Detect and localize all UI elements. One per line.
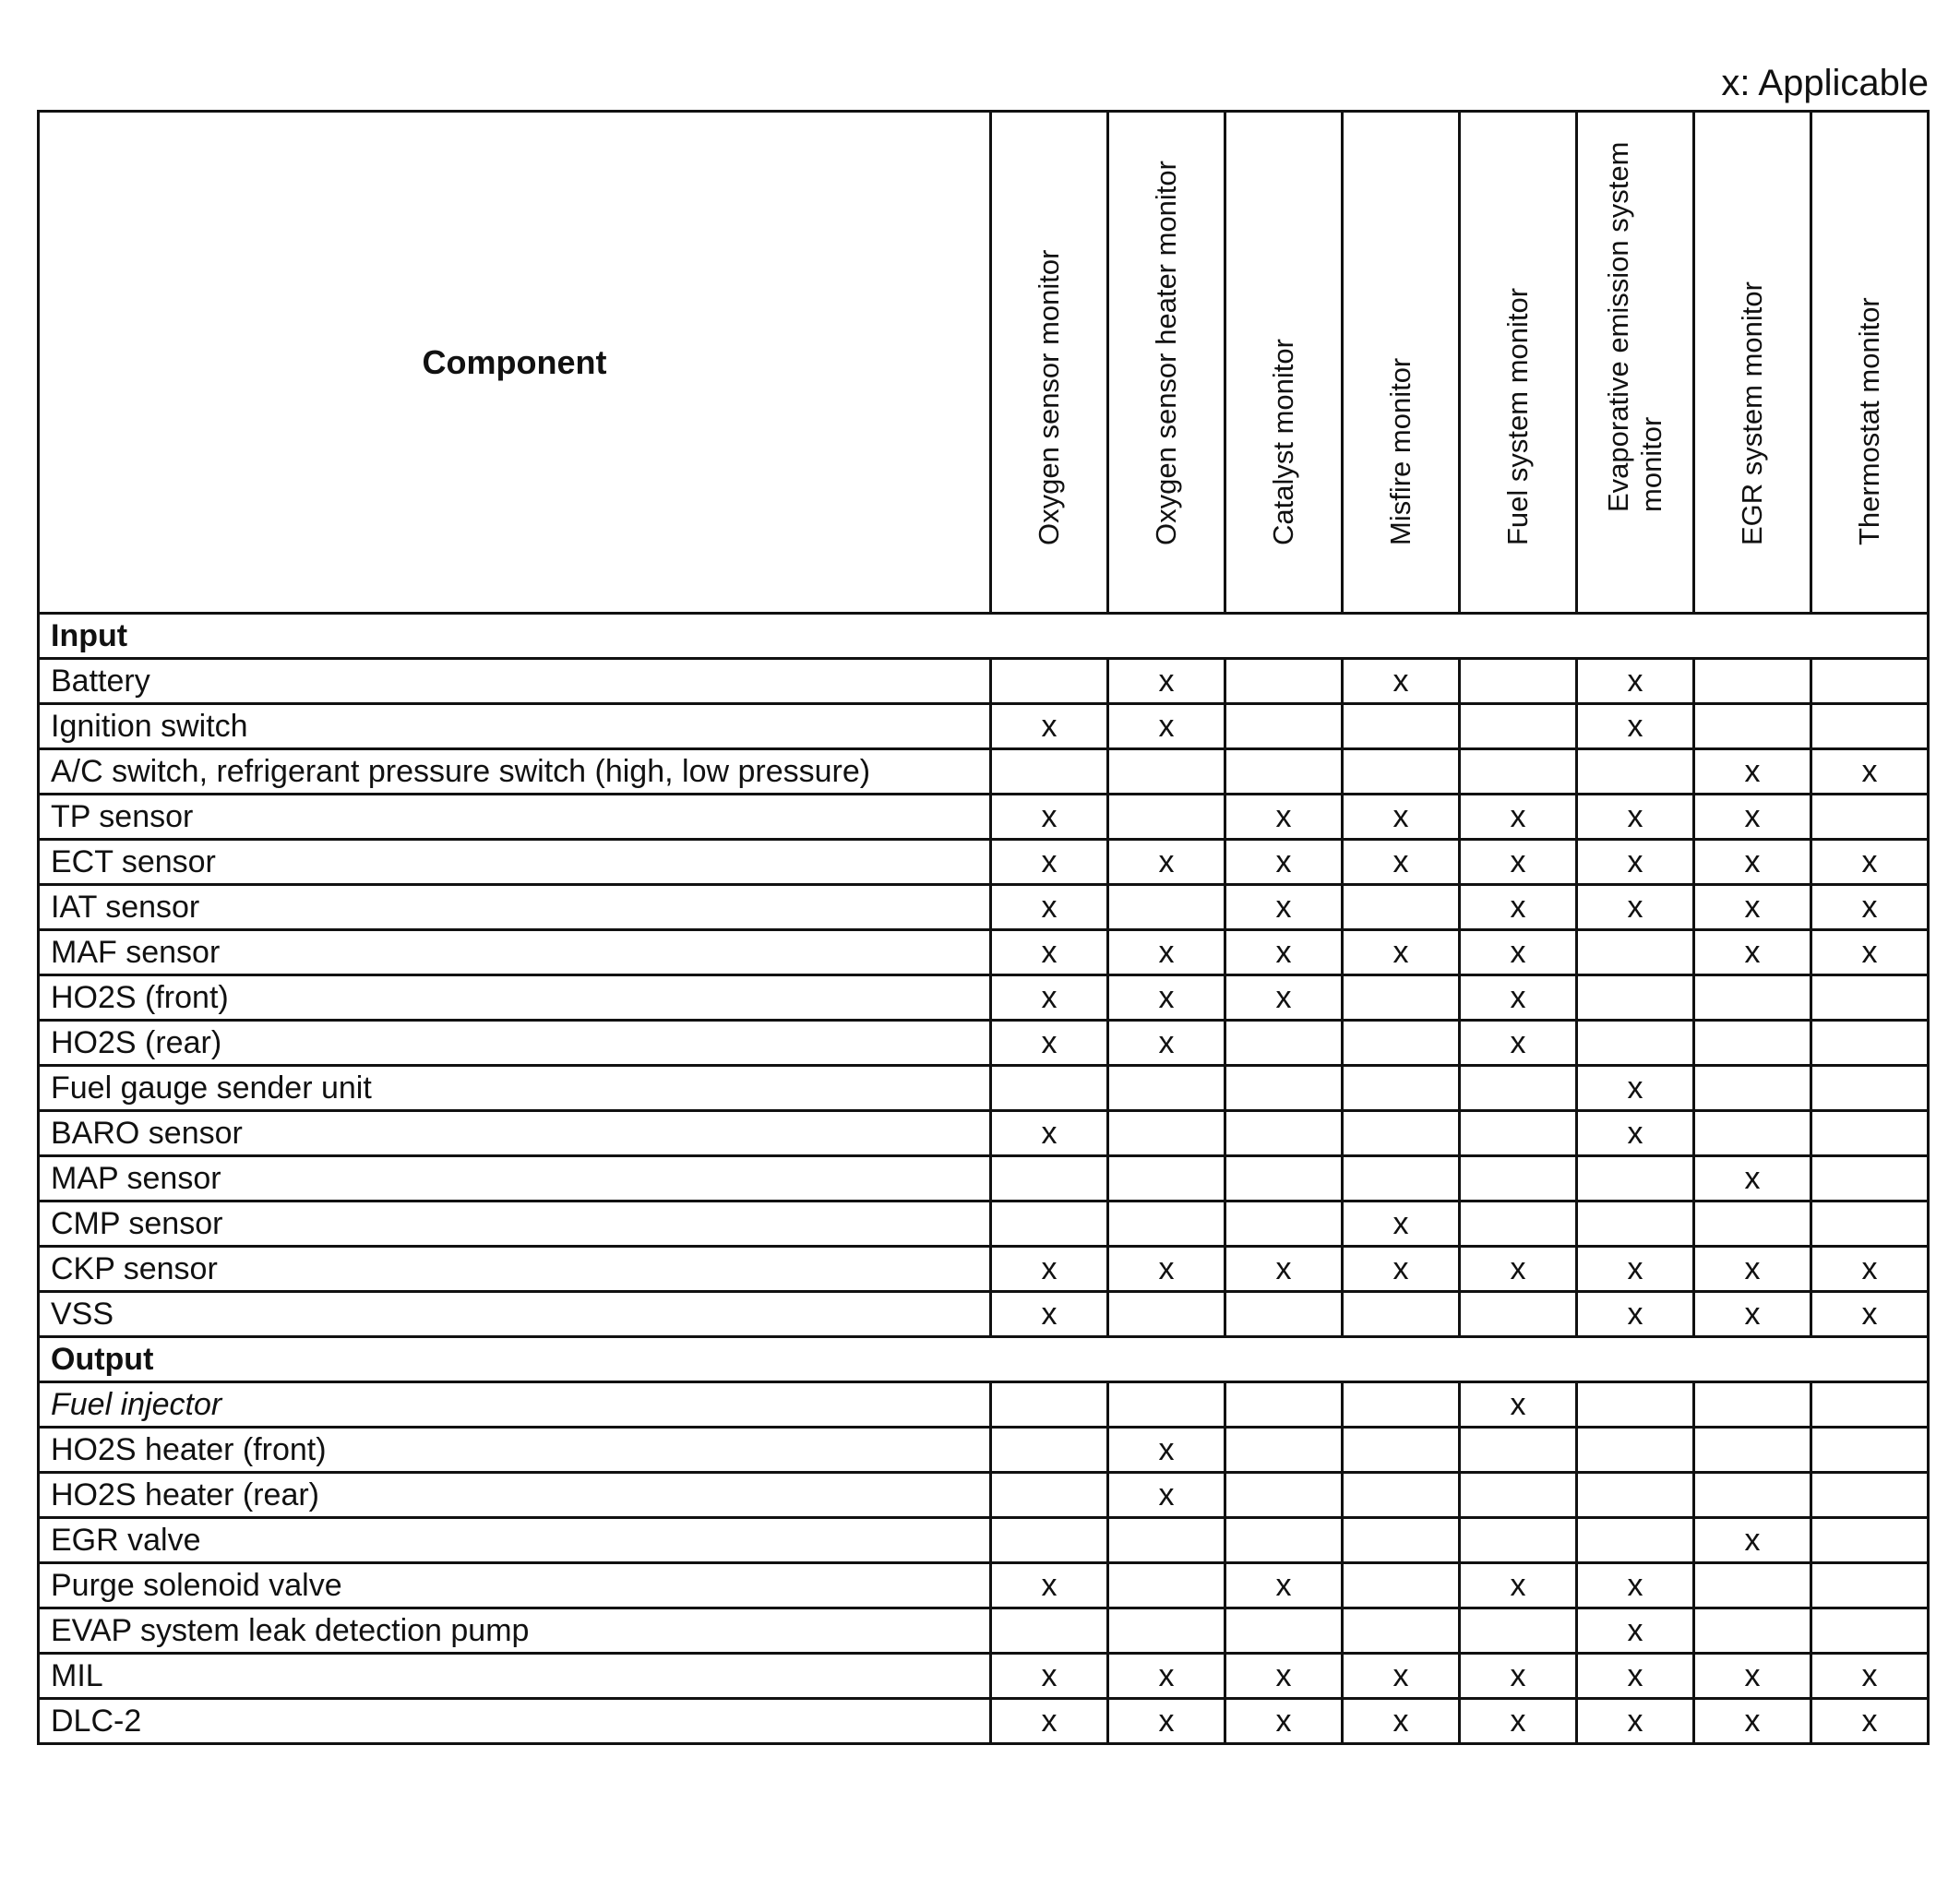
applicability-cell [1225, 1202, 1343, 1247]
applicability-cell [1225, 1473, 1343, 1518]
applicable-mark: x [1108, 1654, 1225, 1699]
section-row [39, 614, 1929, 659]
component-name: Fuel injector [39, 1382, 991, 1428]
applicability-cell [1694, 1428, 1811, 1473]
applicability-cell [991, 1608, 1108, 1654]
applicable-mark: x [1460, 975, 1577, 1021]
applicability-cell [1225, 1066, 1343, 1111]
component-name: EGR valve [39, 1518, 991, 1563]
table-header [39, 112, 1929, 614]
applicable-mark: x [991, 1699, 1108, 1744]
applicability-cell [1343, 1518, 1460, 1563]
component-name: A/C switch, refrigerant pressure switch (high, low pressure) [39, 749, 991, 795]
applicable-mark: x [1811, 885, 1929, 930]
applicability-cell [1108, 1156, 1225, 1202]
applicability-cell [1108, 1066, 1225, 1111]
component-name: HO2S heater (rear) [39, 1473, 991, 1518]
applicable-mark: x [991, 930, 1108, 975]
applicability-cell [1811, 1428, 1929, 1473]
applicability-cell [1577, 1202, 1694, 1247]
applicable-mark: x [1577, 1292, 1694, 1337]
component-name: CKP sensor [39, 1247, 991, 1292]
applicability-cell [991, 659, 1108, 704]
component-name: VSS [39, 1292, 991, 1337]
applicable-mark: x [991, 975, 1108, 1021]
applicable-mark: x [1225, 1563, 1343, 1608]
applicable-mark: x [1225, 975, 1343, 1021]
component-name: HO2S (front) [39, 975, 991, 1021]
applicability-cell [1343, 1608, 1460, 1654]
applicable-mark: x [1460, 1247, 1577, 1292]
component-name: DLC-2 [39, 1699, 991, 1744]
applicability-cell [1811, 704, 1929, 749]
applicability-cell [1108, 1202, 1225, 1247]
applicable-mark: x [1343, 1247, 1460, 1292]
applicable-mark: x [1811, 1699, 1929, 1744]
table-row [39, 1066, 1929, 1111]
component-name: HO2S heater (front) [39, 1428, 991, 1473]
applicability-cell [1460, 1428, 1577, 1473]
applicable-mark: x [1577, 659, 1694, 704]
applicability-cell [1108, 1518, 1225, 1563]
applicability-cell [1577, 1156, 1694, 1202]
table-row [39, 1608, 1929, 1654]
table-row [39, 1202, 1929, 1247]
applicability-cell [1460, 1156, 1577, 1202]
applicability-cell [1811, 1563, 1929, 1608]
monitor-column-label: Fuel system monitor [1501, 287, 1534, 545]
applicable-mark: x [1225, 1247, 1343, 1292]
applicable-mark: x [1225, 840, 1343, 885]
applicable-mark: x [1577, 1111, 1694, 1156]
applicable-mark: x [1694, 1292, 1811, 1337]
applicability-cell [1694, 1382, 1811, 1428]
applicability-cell [1694, 1563, 1811, 1608]
applicability-cell [1694, 975, 1811, 1021]
applicable-mark: x [1460, 1563, 1577, 1608]
monitor-column-label: Oxygen sensor heater monitor [1150, 161, 1182, 545]
applicability-cell [1225, 1111, 1343, 1156]
monitor-column-header [1225, 112, 1343, 614]
applicability-cell [1694, 1111, 1811, 1156]
applicability-cell [1460, 659, 1577, 704]
applicability-cell [1577, 1428, 1694, 1473]
applicable-mark: x [1694, 1654, 1811, 1699]
applicable-mark: x [1460, 930, 1577, 975]
applicability-cell [1811, 975, 1929, 1021]
section-title: Output [39, 1337, 1929, 1382]
applicable-mark: x [1108, 704, 1225, 749]
applicable-mark: x [1225, 930, 1343, 975]
applicability-cell [991, 1156, 1108, 1202]
applicability-cell [1343, 1563, 1460, 1608]
applicable-mark: x [1108, 840, 1225, 885]
component-name: IAT sensor [39, 885, 991, 930]
table-row [39, 1428, 1929, 1473]
monitor-column-label: EGR system monitor [1736, 281, 1768, 545]
applicable-mark: x [1343, 930, 1460, 975]
applicable-mark: x [1577, 1608, 1694, 1654]
applicability-cell [1694, 1021, 1811, 1066]
applicability-cell [1108, 1563, 1225, 1608]
applicable-mark: x [1460, 840, 1577, 885]
applicable-mark: x [1108, 1247, 1225, 1292]
applicability-cell [1225, 659, 1343, 704]
monitor-column-header [1460, 112, 1577, 614]
applicability-cell [1460, 1473, 1577, 1518]
table-row [39, 840, 1929, 885]
applicable-mark: x [1108, 975, 1225, 1021]
applicable-mark: x [991, 704, 1108, 749]
applicable-mark: x [1108, 1699, 1225, 1744]
applicable-mark: x [991, 885, 1108, 930]
applicability-cell [991, 749, 1108, 795]
applicability-cell [1343, 1473, 1460, 1518]
applicability-cell [1108, 1111, 1225, 1156]
monitor-column-header [991, 112, 1108, 614]
table-body [39, 614, 1929, 1744]
section-title: Input [39, 614, 1929, 659]
applicable-mark: x [1811, 1654, 1929, 1699]
monitor-column-label: Catalyst monitor [1267, 339, 1299, 545]
applicability-cell [1225, 1518, 1343, 1563]
applicability-cell [1811, 1111, 1929, 1156]
component-name: HO2S (rear) [39, 1021, 991, 1066]
applicability-cell [1577, 930, 1694, 975]
applicability-cell [1811, 1382, 1929, 1428]
applicable-mark: x [1694, 749, 1811, 795]
monitor-applicability-table [37, 110, 1930, 1745]
section-row [39, 1337, 1929, 1382]
applicable-mark: x [1460, 885, 1577, 930]
applicability-cell [1460, 1608, 1577, 1654]
applicability-cell [1108, 885, 1225, 930]
applicability-cell [1225, 1428, 1343, 1473]
component-name: ECT sensor [39, 840, 991, 885]
applicable-mark: x [1694, 1699, 1811, 1744]
applicable-mark: x [1343, 1202, 1460, 1247]
applicable-mark: x [1343, 840, 1460, 885]
table-row [39, 1563, 1929, 1608]
table-row [39, 1021, 1929, 1066]
applicability-cell [1694, 704, 1811, 749]
table-row [39, 704, 1929, 749]
applicable-mark: x [1343, 1699, 1460, 1744]
component-name: Fuel gauge sender unit [39, 1066, 991, 1111]
component-name: EVAP system leak detection pump [39, 1608, 991, 1654]
applicable-mark: x [1225, 885, 1343, 930]
applicable-mark: x [1108, 1021, 1225, 1066]
table-row [39, 1654, 1929, 1699]
applicability-cell [1343, 1156, 1460, 1202]
applicability-cell [1460, 1111, 1577, 1156]
applicable-mark: x [1577, 1654, 1694, 1699]
applicable-mark: x [1694, 1518, 1811, 1563]
applicability-cell [1460, 1066, 1577, 1111]
applicable-mark: x [991, 1247, 1108, 1292]
applicability-cell [1811, 1473, 1929, 1518]
table-row [39, 795, 1929, 840]
applicability-cell [1694, 659, 1811, 704]
monitor-column-header [1108, 112, 1225, 614]
monitor-column-header [1343, 112, 1460, 614]
applicable-mark: x [1108, 1428, 1225, 1473]
applicable-mark: x [1694, 795, 1811, 840]
applicability-cell [1108, 1608, 1225, 1654]
applicability-cell [1460, 1202, 1577, 1247]
applicability-cell [1811, 795, 1929, 840]
applicable-mark: x [1694, 885, 1811, 930]
applicability-cell [1225, 1021, 1343, 1066]
applicability-cell [1577, 1382, 1694, 1428]
applicable-mark: x [1108, 930, 1225, 975]
component-column-header: Component [39, 112, 991, 614]
applicability-cell [1343, 749, 1460, 795]
applicable-mark: x [1577, 795, 1694, 840]
applicable-mark: x [991, 1111, 1108, 1156]
table-row [39, 1382, 1929, 1428]
component-name: Ignition switch [39, 704, 991, 749]
applicable-mark: x [991, 1654, 1108, 1699]
applicable-mark: x [1343, 1654, 1460, 1699]
applicability-cell [1343, 1111, 1460, 1156]
applicability-cell [1108, 749, 1225, 795]
applicability-cell [1577, 975, 1694, 1021]
applicability-cell [1577, 1473, 1694, 1518]
table-row [39, 975, 1929, 1021]
monitor-column-label: Thermostat monitor [1853, 297, 1885, 545]
applicability-cell [991, 1202, 1108, 1247]
component-name: TP sensor [39, 795, 991, 840]
applicability-cell [1811, 1202, 1929, 1247]
applicable-mark: x [1108, 1473, 1225, 1518]
applicable-mark: x [1108, 659, 1225, 704]
applicable-mark: x [1811, 930, 1929, 975]
applicability-cell [1343, 1021, 1460, 1066]
component-name: MAF sensor [39, 930, 991, 975]
applicability-cell [1811, 1021, 1929, 1066]
applicability-cell [1225, 1156, 1343, 1202]
applicability-cell [1460, 1518, 1577, 1563]
applicability-cell [1811, 659, 1929, 704]
applicability-cell [1343, 1066, 1460, 1111]
applicability-cell [1225, 1292, 1343, 1337]
monitor-column-header [1811, 112, 1929, 614]
applicability-cell [1343, 1428, 1460, 1473]
applicable-mark: x [1343, 795, 1460, 840]
applicability-cell [1343, 1382, 1460, 1428]
applicability-cell [1343, 704, 1460, 749]
applicable-mark: x [1811, 1247, 1929, 1292]
table-row [39, 1473, 1929, 1518]
applicable-mark: x [1811, 1292, 1929, 1337]
applicability-cell [1577, 1518, 1694, 1563]
applicability-cell [1577, 1021, 1694, 1066]
monitor-column-label: Misfire monitor [1384, 357, 1416, 545]
applicability-cell [1225, 1382, 1343, 1428]
component-name: BARO sensor [39, 1111, 991, 1156]
applicability-cell [1460, 1292, 1577, 1337]
component-name: MIL [39, 1654, 991, 1699]
applicability-cell [1225, 1608, 1343, 1654]
monitor-column-label: Evaporative emission system monitor [1602, 141, 1667, 512]
applicability-cell [991, 1428, 1108, 1473]
applicability-cell [1811, 1518, 1929, 1563]
applicability-cell [1225, 749, 1343, 795]
applicable-mark: x [1460, 1382, 1577, 1428]
applicability-cell [1811, 1156, 1929, 1202]
applicable-mark: x [1694, 1156, 1811, 1202]
applicable-mark: x [1577, 1699, 1694, 1744]
applicability-cell [991, 1518, 1108, 1563]
applicable-mark: x [1577, 840, 1694, 885]
monitor-column-label: Oxygen sensor monitor [1033, 249, 1065, 545]
applicability-cell [1694, 1066, 1811, 1111]
applicable-mark: x [1225, 1654, 1343, 1699]
applicability-cell [1343, 885, 1460, 930]
applicable-mark: x [1460, 1654, 1577, 1699]
table-row [39, 930, 1929, 975]
table-row [39, 1518, 1929, 1563]
applicability-cell [1811, 1066, 1929, 1111]
applicability-cell [1343, 975, 1460, 1021]
table-row [39, 1292, 1929, 1337]
table-row [39, 1156, 1929, 1202]
applicability-cell [1343, 1292, 1460, 1337]
applicability-cell [1108, 1382, 1225, 1428]
applicable-mark: x [1577, 1066, 1694, 1111]
applicability-cell [1225, 704, 1343, 749]
applicability-cell [991, 1066, 1108, 1111]
table-row [39, 885, 1929, 930]
applicability-cell [1811, 1608, 1929, 1654]
applicable-mark: x [1577, 1247, 1694, 1292]
applicable-mark: x [1694, 840, 1811, 885]
applicable-mark: x [1460, 1699, 1577, 1744]
applicable-mark: x [991, 840, 1108, 885]
component-name: Purge solenoid valve [39, 1563, 991, 1608]
monitor-column-header [1577, 112, 1694, 614]
applicable-mark: x [1225, 795, 1343, 840]
applicable-mark: x [1460, 1021, 1577, 1066]
applicable-mark: x [1460, 795, 1577, 840]
applicable-mark: x [991, 1292, 1108, 1337]
applicable-mark: x [1694, 930, 1811, 975]
applicable-mark: x [991, 795, 1108, 840]
applicable-mark: x [1694, 1247, 1811, 1292]
component-name: CMP sensor [39, 1202, 991, 1247]
table-row [39, 1699, 1929, 1744]
header-row [39, 112, 1929, 614]
legend-note: x: Applicable [1721, 63, 1929, 103]
applicable-mark: x [1811, 749, 1929, 795]
table-row [39, 1247, 1929, 1292]
applicable-mark: x [991, 1563, 1108, 1608]
monitor-column-header [1694, 112, 1811, 614]
applicability-cell [991, 1473, 1108, 1518]
applicability-cell [1460, 749, 1577, 795]
applicability-cell [1577, 749, 1694, 795]
applicable-mark: x [1811, 840, 1929, 885]
applicable-mark: x [1577, 885, 1694, 930]
applicability-cell [1108, 795, 1225, 840]
applicable-mark: x [991, 1021, 1108, 1066]
applicable-mark: x [1225, 1699, 1343, 1744]
applicable-mark: x [1343, 659, 1460, 704]
component-name: Battery [39, 659, 991, 704]
applicable-mark: x [1577, 1563, 1694, 1608]
applicability-cell [1694, 1608, 1811, 1654]
applicability-cell [1108, 1292, 1225, 1337]
applicability-cell [991, 1382, 1108, 1428]
applicable-mark: x [1577, 704, 1694, 749]
table-row [39, 1111, 1929, 1156]
applicability-cell [1460, 704, 1577, 749]
applicability-cell [1694, 1202, 1811, 1247]
component-name: MAP sensor [39, 1156, 991, 1202]
table-row [39, 659, 1929, 704]
table-row [39, 749, 1929, 795]
applicability-cell [1694, 1473, 1811, 1518]
